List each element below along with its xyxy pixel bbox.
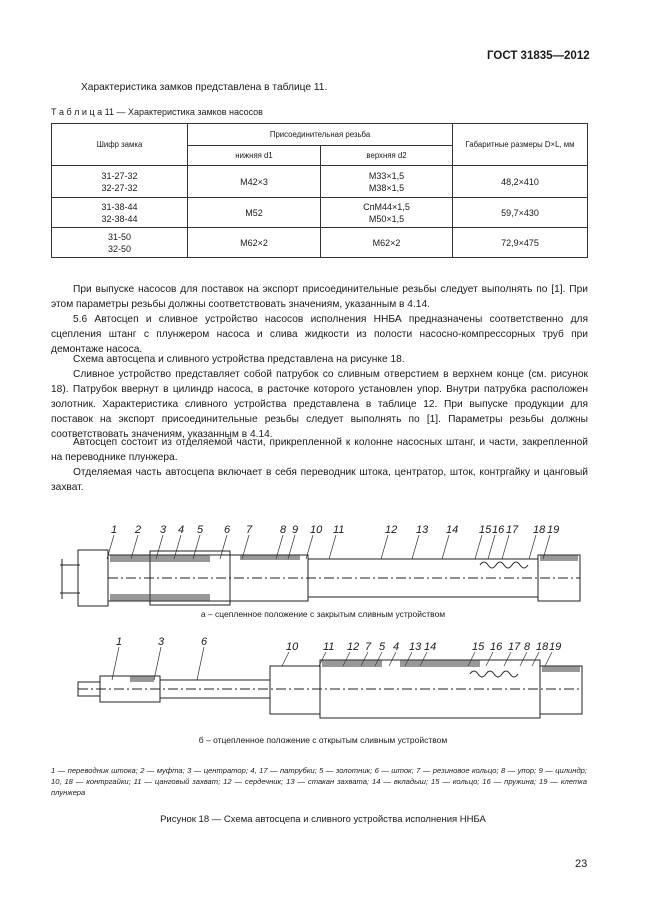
callout-label: 3 — [160, 524, 167, 536]
code-cell: 32-38-44 — [101, 213, 138, 224]
callout-label: 8 — [524, 641, 531, 653]
code-cell: 32-27-32 — [101, 182, 138, 193]
figure-legend: 1 — переводник штока; 2 — муфта; 3 — центратор; 4, 17 — патрубки; 5 — золотник; 6 — шток; 7 — резиновое кольцо; 8 — упор; 9 — цилиндр; 10, 18 — контргайки; 11 — цанговый захват; 12 — сердечник; 13 — стакан захвата; 14 — вкладыш; 15 — кольцо; 16 — пружина; 19 — клетка плунжера — [51, 766, 587, 797]
callout-leader — [442, 535, 449, 559]
figure-a-drawing — [0, 515, 646, 615]
spring — [480, 562, 528, 568]
lock-nut — [270, 666, 320, 714]
code-cell: 31-50 — [107, 231, 132, 242]
size-cell: 48,2×410 — [453, 166, 588, 198]
callout-leader — [532, 652, 539, 666]
caption-b: б – отцепленное положение с открытым сливным устройством — [198, 735, 448, 745]
header-lower: нижняя d1 — [188, 146, 321, 166]
callout-leader — [329, 535, 336, 559]
lower-cell: М62×2 — [188, 228, 321, 258]
callout-label: 14 — [446, 524, 459, 536]
callout-label: 17 — [508, 641, 521, 653]
callout-leader — [520, 652, 527, 666]
callout-label: 9 — [292, 524, 299, 536]
hatch-band — [540, 555, 578, 561]
callout-label: 2 — [135, 524, 142, 536]
paragraph-scheme: Схема автосцепа и сливного устройства представлена на рисунке 18. — [73, 354, 405, 365]
figure-title: Рисунок 18 — Схема автосцепа и сливного устройства исполнения ННБА — [160, 814, 486, 825]
hatch-band — [110, 555, 210, 562]
callout-label: 15 — [479, 524, 492, 536]
locks-table — [51, 123, 588, 258]
callout-label: 5 — [379, 641, 386, 653]
upper-cell: М50×1,5 — [368, 213, 405, 224]
plunger-cage-b — [540, 666, 582, 714]
header-upper: верхняя d2 — [321, 146, 453, 166]
callout-label: 11 — [333, 524, 345, 536]
callout-leader — [475, 535, 482, 559]
callout-leader — [545, 652, 552, 666]
table-row — [52, 228, 588, 258]
upper-cell: М38×1,5 — [368, 182, 405, 193]
callout-label: 7 — [246, 524, 253, 536]
callout-label: 4 — [393, 641, 400, 653]
callout-leader — [502, 535, 509, 559]
callout-label: 12 — [347, 641, 360, 653]
hatch-band — [542, 666, 580, 672]
header-code: Шифр замка — [52, 124, 188, 166]
callout-leader — [504, 652, 511, 666]
lower-cell: М42×3 — [188, 166, 321, 198]
callout-label: 1 — [116, 636, 123, 648]
callout-leader — [282, 652, 289, 666]
callout-label: 11 — [323, 641, 335, 653]
callout-label: 5 — [197, 524, 204, 536]
callout-label: 15 — [472, 641, 485, 653]
page-number: 23 — [575, 858, 588, 870]
callout-label: 14 — [424, 641, 437, 653]
callout-label: 13 — [416, 524, 429, 536]
code-cell: 32-50 — [107, 243, 132, 254]
callout-leader — [389, 652, 396, 666]
callout-label: 7 — [365, 641, 372, 653]
callout-label: 12 — [385, 524, 398, 536]
callout-label: 4 — [178, 524, 185, 536]
rod-end — [60, 559, 80, 599]
table-row — [52, 166, 588, 198]
paragraph-detachable: Отделяемая часть автосцепа включает в себя переводник штока, центратор, шток, контргайку и цанговый захват. — [51, 467, 588, 493]
callout-label: 18 — [533, 524, 546, 536]
callout-leader — [112, 647, 119, 680]
paragraph-drain-device: Сливное устройство представляет собой патрубок со сливным отверстием в верхнем конце (см. рисунок 18). Патрубок ввернут в цилиндр насоса, в расточке которого установлен упор. Внутри патрубка расположен золотник. Характеристика сливного устройства представлена в таблице 12. При выпуске продукции для поставок на экспорт присоединительные резьбы следует выполнять по [1]. Параметры резьбы должны соответствовать значениям, указанным в 4.14. — [51, 369, 588, 440]
callout-leader — [412, 535, 419, 559]
callout-label: 6 — [224, 524, 231, 536]
callout-label: 10 — [310, 524, 323, 536]
callout-label: 13 — [409, 641, 422, 653]
callout-label: 6 — [201, 636, 208, 648]
lower-cell: М52 — [188, 198, 321, 228]
figure-b-drawing — [0, 630, 646, 735]
callout-leader — [197, 647, 204, 680]
size-cell: 59,7×430 — [453, 198, 588, 228]
intro-text: Характеристика замков представлена в таблице 11. — [81, 82, 328, 93]
upper-cell: М62×2 — [321, 228, 453, 258]
callout-label: 19 — [547, 524, 560, 536]
callout-label: 10 — [286, 641, 299, 653]
paragraph-export: При выпуске насосов для поставок на экспорт присоединительные резьбы следует выполнять по [1]. При этом параметры резьбы должны соответствовать значениям, указанным в 4.14. — [51, 284, 588, 310]
upper-cell: СпМ44×1,5 — [363, 201, 410, 212]
paragraph-autocoupler: Автосцеп состоит из отделяемой части, прикрепленной к колонне насосных штанг, и части, закрепленной на переводнике плунжера. — [51, 437, 588, 463]
coupling-housing — [78, 550, 108, 606]
paragraph-5-6: 5.6 Автосцеп и сливное устройство насосов исполнения ННБА предназначены соответственно для сцепления штанг с плунжером насоса и слива жидкости из полости насосно-компрессорных труб при демонтаже насоса. — [51, 314, 588, 355]
upper-cell: М33×1,5 — [368, 170, 405, 181]
hatch-band — [322, 660, 382, 667]
callout-label: 8 — [280, 524, 287, 536]
callout-label: 16 — [490, 641, 503, 653]
callout-leader — [381, 535, 388, 559]
callout-leader — [529, 535, 536, 559]
table-caption: Т а б л и ц а 11 — Характеристика замков насосов — [51, 107, 263, 117]
callout-label: 17 — [506, 524, 519, 536]
code-cell: 31-27-32 — [101, 170, 138, 181]
code-cell: 31-38-44 — [101, 201, 138, 212]
hatch-band — [110, 594, 210, 601]
hatch-band — [400, 660, 480, 667]
caption-a: а – сцепленное положение с закрытым сливным устройством — [200, 609, 446, 619]
spring — [470, 671, 518, 677]
callout-label: 18 — [536, 641, 549, 653]
hatch-band — [130, 676, 154, 682]
callout-leader — [488, 535, 495, 559]
table-row — [52, 198, 588, 228]
size-cell: 72,9×475 — [453, 228, 588, 258]
callout-leader — [486, 652, 493, 666]
figure-a-callouts — [107, 524, 559, 559]
callout-label: 1 — [111, 524, 118, 536]
callout-label: 19 — [549, 641, 562, 653]
assembly-b — [78, 660, 582, 718]
hatch-band — [240, 555, 300, 560]
callout-label: 3 — [158, 636, 165, 648]
callout-label: 16 — [492, 524, 505, 536]
standard-header: ГОСТ 31835—2012 — [487, 50, 590, 62]
callout-leader — [154, 647, 161, 680]
header-thread: Присоединительная резьба — [188, 124, 453, 146]
header-size: Габаритные размеры D×L, мм — [453, 124, 588, 166]
